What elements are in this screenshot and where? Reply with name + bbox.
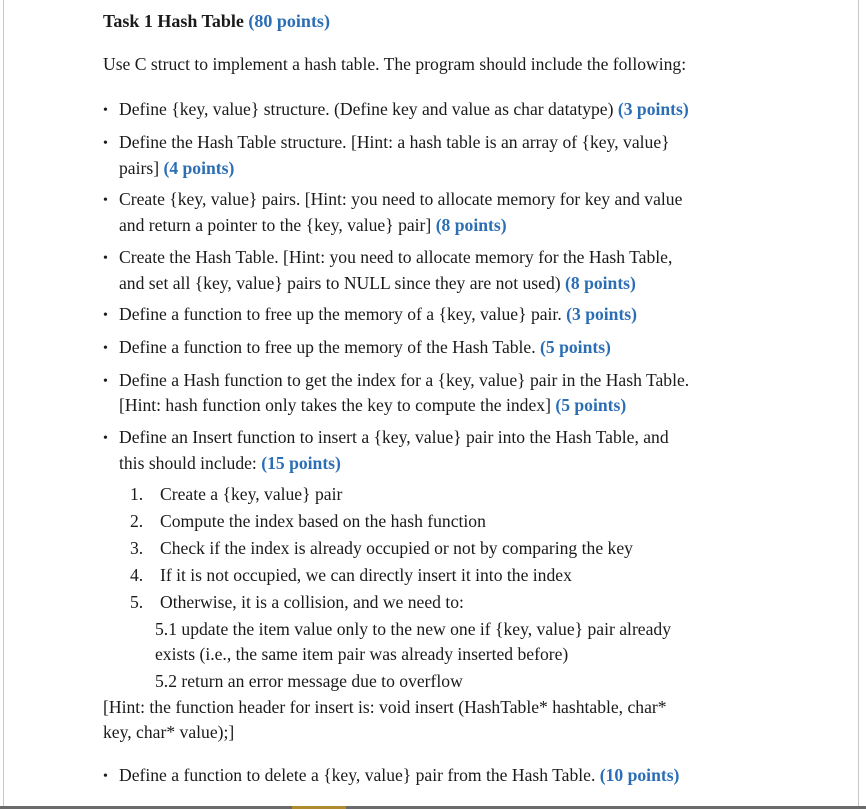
bullet-dot: • (103, 308, 108, 323)
intro-text: Use C struct to implement a hash table. The program should include the following: (103, 54, 687, 74)
bullet-dot: • (103, 103, 108, 118)
title-points: (80 points) (248, 11, 330, 31)
bullet-dot: • (103, 341, 108, 356)
bullet-dot: • (103, 374, 108, 389)
bullet-dot: • (103, 431, 108, 446)
bullet-dot: • (103, 769, 108, 784)
bullet-dot: • (103, 136, 108, 151)
bullet-dot: • (103, 193, 108, 208)
bullet-dot: • (103, 251, 108, 266)
task-title: Task 1 Hash Table (80 points) (103, 11, 330, 31)
